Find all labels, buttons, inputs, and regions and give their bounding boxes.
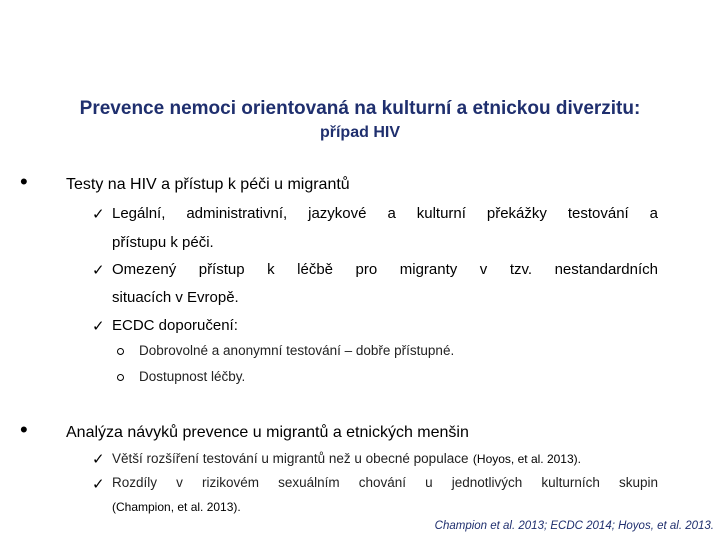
check-icon: ✓ [92,476,105,493]
bullet-dot: • [20,417,28,442]
section2-item2-line1: Rozdíly v rizikovém sexuálním chování u jednotlivých kulturních skupin [112,475,658,490]
section1-item2-line2: situacích v Evropě. [112,289,239,306]
section1-subitem1: Dobrovolné a anonymní testování – dobře přístupné. [139,343,455,358]
check-icon: ✓ [92,451,105,468]
bullet-dot: • [20,169,28,194]
section2-item1-ref: (Hoyos, et al. 2013). [472,452,581,466]
section1-item2-line1: Omezený přístup k léčbě pro migranty v tzv. nestandardních [112,261,658,278]
section1-item1-line1: Legální, administrativní, jazykové a kulturní překážky testování a [112,205,658,222]
slide-subtitle: případ HIV [319,124,400,141]
circle-bullet-icon [117,374,124,381]
section2-item1-text: Větší rozšíření testování u migrantů než u obecné populace [112,451,469,466]
slide-title: Prevence nemoci orientovaná na kulturní a etnickou diverzitu: [79,98,641,119]
section1-subitem2: Dostupnost léčby. [139,369,246,384]
check-icon: ✓ [92,318,105,335]
section1-heading: Testy na HIV a přístup k péči u migrantů [66,176,350,193]
section1-item1-line2: přístupu k péči. [112,234,214,251]
check-icon: ✓ [92,206,105,223]
section2-heading: Analýza návyků prevence u migrantů a etnických menšin [66,424,469,441]
section1-item3: ECDC doporučení: [112,317,238,334]
section2-item2-ref: (Champion, et al. 2013). [112,500,241,514]
section2-item1 [112,450,581,468]
check-icon: ✓ [92,262,105,279]
circle-bullet-icon [117,348,124,355]
source-citation: Champion et al. 2013; ECDC 2014; Hoyos, et al. 2013. [434,520,714,532]
